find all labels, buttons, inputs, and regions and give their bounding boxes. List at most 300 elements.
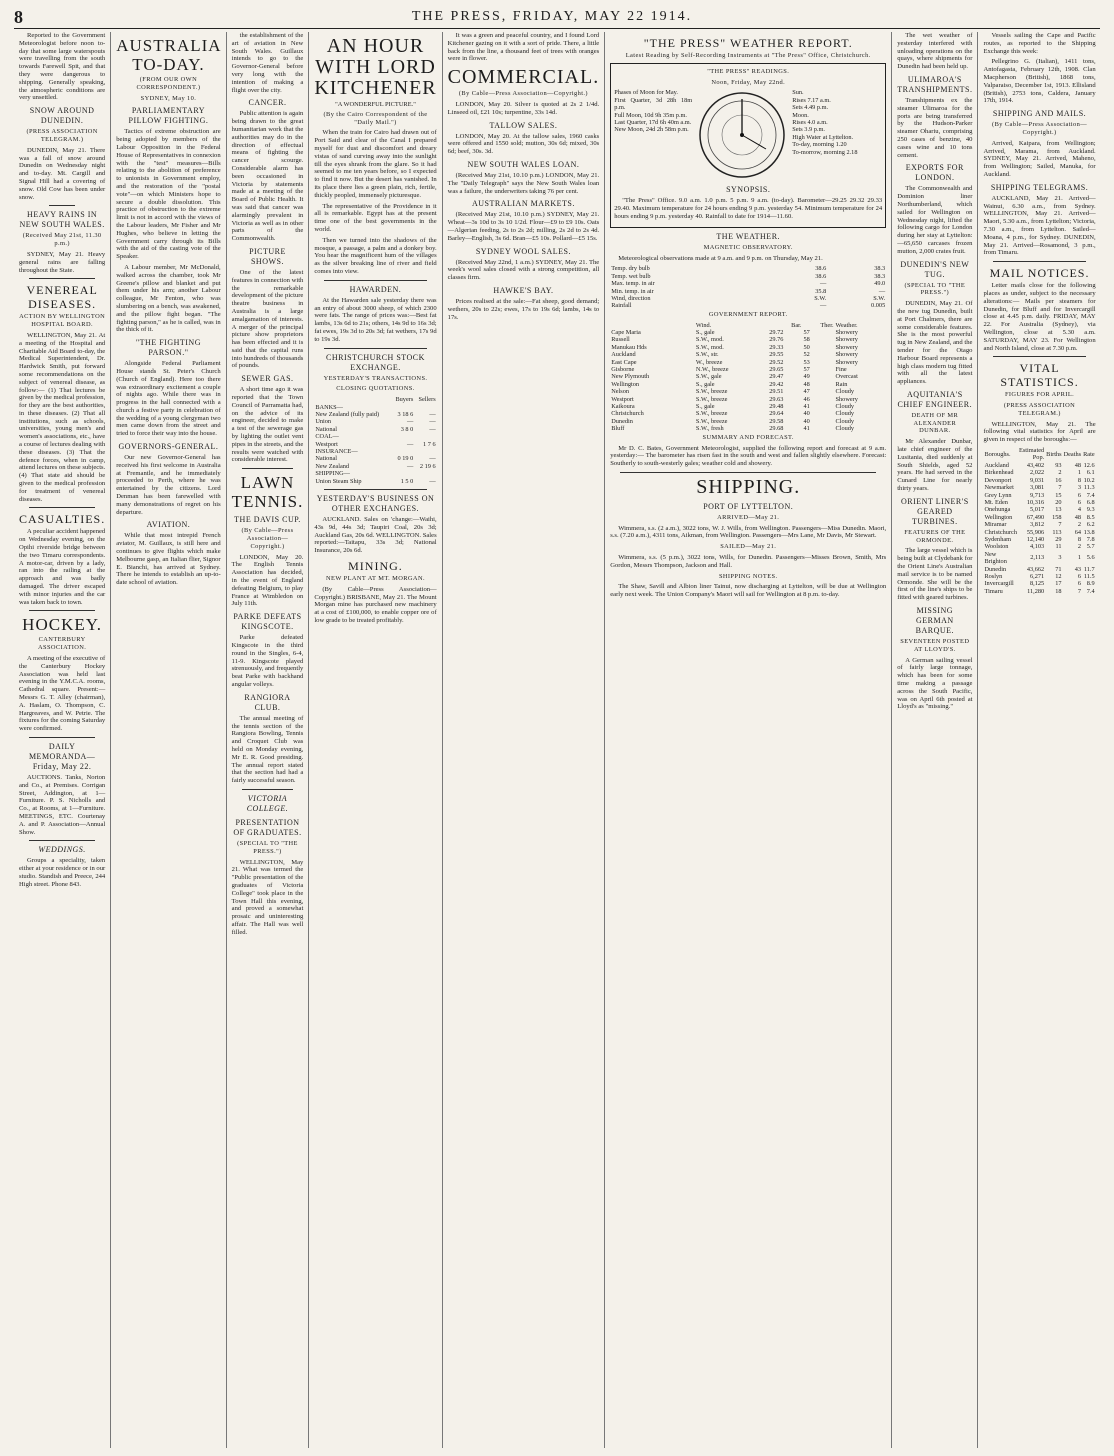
table-cell: — [407,440,414,448]
table-cell: 6 [1077,491,1082,499]
table-cell: 40 [803,417,810,425]
table-cell: COAL— [315,433,339,441]
table-cell: 3 [1058,554,1062,562]
table-cell: — [429,410,436,418]
article-text: Pellegrino G. (Italian), 1411 tons, Antofagasta, February 12th, 1908. Clan Macpherson (British), 1868 tons, Valparaiso, December 1st, 1913. Ellisland (British), 2753 tons, Caldera, January 17th, 1914. [983,58,1096,105]
table-cell: Wellington [984,513,1013,521]
table-cell: 48 [803,380,810,388]
table-row [610,351,886,358]
headline-commercial: COMMERCIAL. [447,66,600,89]
source-line: (By the Cairo Correspondent of the "Daily Mail.") [323,110,428,126]
table-row [610,273,886,280]
table-cell: 38.6 [815,265,827,273]
observatory-table [610,265,886,309]
divider [242,468,294,469]
box-title: "THE PRESS" READINGS. [707,67,790,75]
table-cell: National [315,425,338,433]
article-text: Vessels sailing the Cape and Pacific routes, as reported to the Shipping Exchange this week: [983,32,1096,55]
table-cell: 6.8 [1086,498,1095,506]
table-cell: S.W., breeze [695,417,728,425]
table-cell: 12 [1055,572,1062,580]
table-cell: 1 7 6 [423,440,436,448]
article-text: Mr D. C. Bates, Government Meteorologist, supplied the following report and forecast at 9 a.m. yesterday:— The barometer has risen fast in the south and west and fallen slightly elsewhere. Forecast: Southerly to south-westerly gales; weather cold and showery. [610,444,887,468]
table-cell: 29.68 [769,425,784,433]
article-text: Alongside Federal Parliament House stands St. Peter's Church (Church of England). Here too there was extraordinary excitement a couple of nights ago. While there was in progress in the hall connected with a church a festive party in celebration of the wedding of a young clergyman two men came down from the street and tried to force their way into the house. [116,360,221,438]
table-cell: Cloudy [835,388,855,396]
headline-graduates: PRESENTATION OF GRADUATES. [233,817,302,837]
table-cell: Showery [835,395,858,403]
dateline: SYDNEY, May 10. [140,94,197,102]
article-text: AUCKLAND. Sales on 'change:—Waihi, 43s 9d, 44s 3d; Taupiri Coal, 20s 3d; Auckland Gas, 20s 6d. WELLINGTON. Sales reported:—Taitapu, 33s 3d; National Insurance, 20s 6d. [314,515,437,555]
article-text: Transhipments ex the steamer Ulimaroa for the ports are being transferred by the Hudson-Parker steamer Ohariu, comprising 250 cases of benzine, 40 cases wine and 10 tons cement. [897,96,973,159]
article-text: At the Hawarden sale yesterday there was an entry of about 3000 sheep, of which 2300 were fats. The range of prices was:—Best fat lambs, 13s 6d to 21s; others, 14s 9d to 16s 3d; fat ewes, 19s 3d to 20s 3d; fat wethers, 17s 9d to 19s 3d. [314,296,437,343]
table-cell: 29.64 [769,410,784,418]
article-text: A short time ago it was reported that the Town Council of Parramatta had, on the advice of its engineer, decided to make a test of the sewerage gas by lighting the outlet vent pipes in the streets, and the results were watched with considerable interest. [231,386,304,464]
table-row [983,492,1095,499]
table-cell: 29.47 [769,373,784,381]
table-cell: 0 19 0 [397,455,414,463]
weather-subtitle: Latest Reading by Self-Recording Instruments at "The Press" Office, Christchurch. [625,52,871,59]
article-text: A Labour member, Mr McDonald, walked across the chamber, took Mr Greene's pillow and blanket and put them under his arm; another Labour colleague, Mr Fenton, who was slumbering on a bench, was awakened, and the pillow fight began. "The fighting parson," as he is called, was in the thick of it. [116,263,221,334]
table-cell: S., gale [695,403,715,411]
headline-the-weather: THE WEATHER. [716,231,781,241]
column-3 [227,32,310,1448]
headline-mining: MINING. [348,558,403,573]
table-cell: Cloudy [835,403,855,411]
table-row [610,366,886,373]
table-cell: 93 [1055,461,1062,469]
headline-pictures: PICTURE SHOWS. [249,246,286,266]
headline-port: PORT OF LYTTELTON. [703,501,794,511]
table-row [314,463,436,470]
table-cell: Kaikoura [611,403,635,411]
table-cell: BANKS— [315,403,343,411]
received-line: (Received May 21st, 11.30 p.m.) [22,232,102,248]
headline-vital-statistics: VITAL STATISTICS. [1000,361,1079,390]
headline-shipping-telegrams: SHIPPING TELEGRAMS. [990,182,1089,192]
article-text: the establishment of the art of aviation in New South Wales. Guillaux intends to go to the Governor-General before very long with the intention of making a flight over the city. [231,32,304,94]
table-row [610,288,886,295]
table-cell: 11 [1055,543,1062,551]
article-text: Wimmera, s.s. (5 p.m.), 3022 tons, Wills, for Dunedin. Passengers—Misses Brown, Smith, Mrs Gordon, Messrs Thompson, Jackson and Hall. [610,554,887,569]
table-cell: 29 [1055,535,1062,543]
headline-kitchener: AN HOUR WITH LORD KITCHENER [314,35,437,99]
table-row [314,418,436,425]
table-cell: New Zealand (fully paid) [315,410,380,418]
column-header: Bar. [791,321,802,329]
table-cell: Union Steam Ship [315,477,362,485]
table-row [983,469,1095,476]
table-cell: Timaru [984,587,1003,595]
table-cell: 7.8 [1086,535,1095,543]
table-cell: 7 [1077,587,1082,595]
barometer-icon [696,89,788,181]
table-cell: 6 [1077,498,1082,506]
table-cell: New Brighton [984,550,1007,566]
article-text: AUCTIONS. Tanks, Norton and Co., at Premises. Corrigan Street, Addington, at 1—Furniture. P. S. Nicholls and Co., at Rooms, at 1—Furniture. MEETINGS, ETC. Courtenay A. and P. Association—Annual Show. [19,773,106,836]
table-cell: Wellington [611,380,640,388]
article-text: Prices realised at the sale:—Fat sheep, good demand; wethers, 20s to 22s; ewes, 17s to 19s 6d; lambs, 14s to 17s. [447,297,600,321]
table-cell: 29.76 [769,336,784,344]
subheadline: YESTERDAY'S TRANSACTIONS. [323,374,428,382]
column-header: Boroughs. [984,450,1011,458]
divider [29,840,95,841]
article-text: While that most intrepid French aviator, M. Guillaux, is still here and continues to give flights which make Melbourne gasp, an Italian flier, Signor E. Bianchi, has arrived at Sydney. There he intends to establish an up-to-date school of aviation. [116,532,221,587]
table-cell: 29.72 [769,329,784,337]
table-cell: 2 [1058,469,1062,477]
table-row [983,499,1095,506]
headline-rangiora: RANGIORA CLUB. [244,692,291,712]
table-row [314,455,436,462]
table-cell: Dunedin [611,417,633,425]
column-header: Rate [1083,450,1095,458]
divider [324,489,426,490]
article-text: The wet weather of yesterday interfered with unloading operations on the quays, where shipments for Dunedin had been held up. [897,32,973,71]
headline-parke: PARKE DEFEATS KINGSCOTE. [233,612,302,632]
table-cell: 64 [1074,528,1082,536]
table-row [983,588,1095,595]
headline-governors: GOVERNORS-GENERAL. [118,442,219,452]
column-8 [978,32,1100,1448]
article-text: SYDNEY, May 21. Heavy general rains are falling throughout the State. [19,250,106,274]
divider [29,278,95,279]
headline-lawn-tennis: LAWN TENNIS. [231,473,304,512]
table-cell: — [819,280,827,288]
table-cell: 8 [1077,476,1082,484]
table-cell: 71 [1055,565,1062,573]
divider [324,348,426,349]
subheadline: CLOSING QUOTATIONS. [336,385,415,393]
divider [993,261,1085,262]
headline-hockey: HOCKEY. [22,615,103,635]
table-cell: 1 [1077,469,1082,477]
table-cell: S.W., mod. [695,343,724,351]
article-text: The Commonwealth and Dominion liner Northumberland, which sailed for Wellington on Wednesday night, lifted the following cargo for London during her stay at Lyttelton:—65,650 carcases frozen mutton, 2,000 crates fruit. [897,185,973,255]
divider [324,280,426,281]
table-cell: Cloudy [835,410,855,418]
table-cell: — [878,287,886,295]
table-row [314,478,436,485]
table-cell: Mt. Eden [984,498,1008,506]
column-header: Wind. [695,321,712,329]
headline-australia: AUSTRALIA TO-DAY. [116,36,222,74]
headline-missing-barque: MISSING GERMAN BARQUE. [915,606,955,636]
subheadline: NEW PLANT AT MT. MORGAN. [326,574,425,582]
table-cell: 43,662 [1026,565,1045,573]
table-cell: 48 [1074,513,1082,521]
table-cell: Showery [835,329,858,337]
article-text: One of the latest features in connection with the remarkable development of the picture theatre business in Australia is a large amalgamation of interests. A merger of the principal picture show proprietors has been effected and it is said that the capital runs into hundreds of thousands of pounds. [231,268,304,370]
table-cell: Onehunga [984,506,1011,514]
table-cell: 6 [1077,572,1082,580]
headline-cancer: CANCER. [248,98,287,108]
table-cell: 49.0 [874,280,886,288]
table-cell: Westport [315,440,338,448]
table-cell: 113 [1052,528,1062,536]
table-cell: Miramar [984,521,1007,529]
table-cell [414,404,436,411]
table-row [314,448,436,455]
table-cell: 29.51 [769,388,784,396]
table-cell: 49 [803,373,810,381]
table-cell: Newmarket [984,484,1014,492]
headline-mail-notices: MAIL NOTICES. [989,266,1090,281]
table-cell: Rainfall [611,302,632,310]
table-row [610,403,886,410]
weather-report-box [610,63,886,228]
table-cell: 11,280 [1027,587,1045,595]
table-cell: Fine [835,366,847,374]
article-text: Letter mails close for the following places as under, subject to the necessary alterations:— Mails per steamers for Dunedin, for Bluff and for Invercargill close at 4.45 p.m. daily. FRIDAY, MAY 22. For Australia (Sydney), via Wellington, close at 5.30 a.m. SATURDAY, MAY 23. For Wellington and North Island, close at 7.30 p.m. [983,282,1096,352]
table-cell: National [315,455,338,463]
table-cell: S.W., str. [695,351,719,359]
table-cell: 18 [1055,587,1062,595]
table-cell: 40 [803,410,810,418]
table-cell: Grey Lynn [984,491,1012,499]
table-row [983,514,1095,521]
table-row [610,425,886,432]
table-cell: 4,103 [1030,543,1045,551]
table-cell: 10,316 [1026,498,1045,506]
table-cell: New Zealand [315,462,350,470]
table-cell: 2,022 [1030,469,1045,477]
table-cell: Auckland [984,461,1009,469]
table-cell: 1 [1077,554,1082,562]
table-cell: — [429,425,436,433]
table-cell: S.W. [873,295,886,302]
article-text: A German sailing vessel of fairly large tonnage, which has been for some time making a passage across the South Pacific, was on April 6th posted at Lloyd's as "missing." [897,656,973,711]
table-cell [391,433,414,440]
table-cell: 29.42 [769,380,784,388]
table-cell: 50 [803,343,810,351]
table-cell: 15 [1055,491,1062,499]
table-cell: 29.55 [769,351,784,359]
article-text: Arrived, Kaipara, from Wellington; Arrived, Marama, from Auckland. SYDNEY, May 21. Arrived, Maheno, from Wellington; Sailed, Manuka, for Auckland. [983,139,1096,178]
article-text: The Shaw, Savill and Albion liner Tainui, now discharging at Lyttelton, will be due at Wellington early next week. The Union Company's Maori will sail for Wellington at 8 p.m. to-day. [610,583,887,599]
table-cell: 3 18 6 [397,410,414,418]
table-cell: 12,140 [1026,535,1045,543]
table-cell: 29.33 [769,343,784,351]
table-cell: 5,017 [1030,506,1045,514]
table-cell: 6.1 [1086,469,1095,477]
table-cell: S., gale [695,329,715,337]
table-cell: 29.52 [769,358,784,366]
article-text: Tactics of extreme obstruction are being adopted by members of the Labour Opposition in the Federal House of Representatives in connexion with the "test" measures—Bills relating to the abolition of preference to unionists in Government employ, and the restoration of the "postal vote"—on which Ministers hope to secure a double dissolution. This practice of obstruction to the extreme limit is not in accord with the views of the Labour leaders, Mr Fisher and Mr Hughes, who believe in letting the Government carry through its Bills with the aid of the casting vote of the Speaker. [116,128,221,261]
table-cell: — [407,418,414,426]
source-line: (PRESS ASSOCIATION TELEGRAM.) [1003,402,1076,417]
table-row [314,470,436,477]
table-cell: 8,125 [1030,580,1045,588]
subheadline: GOVERNMENT REPORT. [708,310,788,318]
synopsis-text: "The Press" Office. 9.0 a.m. 1.0 p.m. 5 p.m. 9 a.m. (to-day). Barometer—29.25 29.32 29.33 29.40. Maximum temperature for 24 hours ending 9 p.m. yesterday 54. Minimum temperature for 24 hours ending 9 p.m. yesterday 40. Rainfall to date for 1914—11.60. [614,197,883,220]
table-cell: 2 [1077,543,1082,551]
table-row [983,580,1095,587]
table-cell: 57 [803,366,810,374]
table-cell [391,404,414,411]
table-cell: Auckland [611,351,636,359]
advertisement-text: Groups a speciality, taken either at your residence or in our studio. Standish and Preece, 244 High street. Phone 843. [19,857,106,888]
table-cell: Invercargill [984,580,1014,588]
headline-tallow: TALLOW SALES. [489,120,558,130]
table-cell: SHIPPING— [315,470,350,478]
table-cell: Min. temp. in air [611,287,654,295]
vital-statistics-table [983,447,1095,595]
divider [49,205,75,206]
article-text: LONDON, May 20. The English Tennis Association has decided, in the event of England defeating Belgium, to play France at Wimbledon on July 11th. [231,553,304,608]
table-cell: 3 8 0 [400,425,414,433]
article-text: It was a green and peaceful country, and I found Lord Kitchener gazing on it with a sort of pride. There, a little back from the line, a thousand feet of trees with oranges were in flower. [447,32,600,63]
column-7 [892,32,978,1448]
source-line: (SPECIAL TO "THE PRESS.") [904,281,966,297]
column-header: Weather. [835,321,858,329]
column-4 [309,32,442,1448]
page-number: 8 [14,6,24,27]
table-cell: 9.3 [1086,506,1095,514]
table-cell: Temp. wet bulb [611,272,651,280]
table-cell: Christchurch [984,528,1017,536]
article-text: A meeting of the executive of the Canterbury Hockey Association was held last evening in the Y.M.C.A. rooms, Cathedral square. Present:— Messrs G. T. Alley (chairman), A. Haslam, O. Thompson, C. Hargreaves, and W. Petrie. The fixtures for the coming Saturday were confirmed. [19,655,106,733]
table-cell: S.W., breeze [695,410,728,418]
article-text: Mr Alexander Dunbar, late chief engineer of the Lusitania, died suddenly at South Shields, aged 52 years. He had served in the Cunard Line for nearly thirty years. [897,438,973,493]
table-cell: 3 [1077,484,1082,492]
headline-snow: SNOW AROUND DUNEDIN. [29,106,95,126]
subheadline: CANTERBURY ASSOCIATION. [37,636,87,652]
table-row [610,329,886,336]
table-cell: 7.4 [1086,491,1095,499]
source-line: (By Cable—Press Association—Copyright.) [992,121,1088,136]
table-cell: Cloudy [835,425,855,433]
table-cell: 47 [803,388,810,396]
table-cell [414,470,436,477]
table-row [610,418,886,425]
article-text: Then we turned into the shadows of the mosque, a passage, a palm and a donkey boy. You hear the magnificent hum of the villages as the silver breaking line of river and field comes into view. [314,236,437,275]
table-cell: Cape Maria [611,329,641,337]
masthead-title: THE PRESS, FRIDAY, MAY 22 1914. [411,9,693,24]
table-row [610,373,886,380]
table-cell: 29.48 [769,403,784,411]
table-cell: 29.58 [769,417,784,425]
headline-sewer: SEWER GAS. [241,374,294,384]
table-cell: 53 [803,358,810,366]
column-header: Deaths [1063,450,1082,458]
table-cell: East Cape [611,358,637,366]
headline-venereal: VENEREAL DISEASES. [26,283,98,312]
column-header: Ther. [820,321,834,329]
table-cell: — [429,477,436,485]
table-cell: Devonport [984,476,1012,484]
table-cell: 0.005 [871,302,886,310]
table-cell: 43 [1074,565,1082,573]
source-line: (By Cable—Press Association—Copyright.) [241,527,294,550]
table-cell: Temp. dry bulb [611,265,650,273]
article-text: Parke defeated Kingscote in the third round in the Singles, 6-4, 11-9. Kingscote played strenuously, and frequently beat Parke with backhand angular volleys. [231,634,304,688]
headline-new-tug: DUNEDIN'S NEW TUG. [900,259,970,279]
table-cell: INSURANCE— [315,447,358,455]
table-cell: S., gale [695,380,715,388]
table-cell: 7 [1058,521,1062,529]
table-cell: Rain [835,380,848,388]
article-text: (Received May 21st, 10.10 p.m.) SYDNEY, May 21. Wheat—3s 10d to 3s 10 1/2d. Flour—£9 to £9 10s. Oats—Algerian feeding, 2s to 2s 2d; milling, 2s 2d to 2s 4d. Barley—English, 3s 6d. Bran—£5 10s. Pollard—£5 15s. [447,211,600,242]
moon-phases: Phases of Moon for May. First Quarter, 3d 28h 18m p.m. Full Moon, 10d 9h 35m p.m. Last Quarter, 17d 6h 40m a.m. New Moon, 24d 2h 58m p.m. [614,89,693,134]
subheadline: MAGNETIC OBSERVATORY. [703,243,793,251]
article-text: Public attention is again being drawn to the great humanitarian work that the authorities may do in the direction of effectual means of fighting the cancer scourge. Considerable alarm has been occasioned in Victoria by statements made at a meeting of the Board of Public Health. It was said that cancer was alarmingly prevalent in Victoria as well as in other parts of the Commonwealth. [231,110,304,243]
headline-memoranda: DAILY MEMORANDA—Friday, May 22. [28,741,96,771]
article-text: WELLINGTON, May 21. What was termed the "Public presentation of the graduates of Victoria College" took place in the Town Hall this evening, and proved a somewhat prosaic and uninteresting affair. The Hall was well filled. [231,858,304,936]
table-cell: 38.6 [815,272,827,280]
table-cell: — [429,455,436,463]
table-cell: Showery [835,336,858,344]
table-row [314,441,436,448]
table-cell: 35.8 [815,287,827,295]
table-cell: 29.63 [769,395,784,403]
table-row [314,426,436,433]
table-cell: 7.4 [1086,587,1095,595]
subheadline: SHIPPING NOTES. [718,572,778,580]
table-row [610,302,886,309]
table-cell [391,448,414,455]
headline-stock-exchange: CHRISTCHURCH STOCK EXCHANGE. [326,352,425,372]
table-cell: Showery [835,343,858,351]
table-row [610,410,886,417]
table-row [610,396,886,403]
table-row [314,411,436,418]
headline-wool-sales: SYDNEY WOOL SALES. [475,246,571,256]
divider [29,507,95,508]
table-row [610,265,886,272]
table-cell: S.W., mod. [695,336,724,344]
article-text: When the train for Cairo had drawn out of Port Said and clear of the Canal I prepared myself for dust and discomfort and dreary vistas of sand curving away into the sunlight till the eyes shrank from the glare. So it had seemed to me ten years before, so I expected to find it now. But the desert has vanished. In its place there lies a green plain, rich, fertile, thickly peopled, immensely picturesque. [314,129,437,199]
article-text: Wimmera, s.s. (2 a.m.), 3022 tons, W. J. Wills, from Wellington. Passengers—Miss Dunedin. Maori, s.s. (7.20 a.m.), 4311 tons, Aikman, from Wellington. Passengers—Mrs Lane, Mr Davis, Mr Stewart. [610,524,887,540]
table-row [983,506,1095,513]
table-cell: 17 [1055,580,1062,588]
table-cell: 12.6 [1083,461,1095,469]
table-cell [414,433,436,440]
article-text: LONDON, May 20. Silver is quoted at 2s 2 1/4d. Linseed oil, £21 10s; turpentine, 33s 14d. [447,100,600,116]
table-row [983,529,1095,536]
table-cell: Wind, direction [611,295,651,302]
table-cell [391,470,414,477]
stock-exchange-table [314,396,436,485]
headline-nsw-loan: NEW SOUTH WALES LOAN. [467,159,580,169]
table-cell: Manukau Hds [611,343,647,351]
table-cell: Birkenhead [984,469,1014,477]
table-cell: S.W. [814,295,827,302]
table-cell: 13 [1055,506,1062,514]
subheadline: SAILED—May 21. [720,543,777,551]
article-text: Meteorological observations made at 9 a.m. and 9 p.m. on Thursday, May 21. [618,254,823,262]
source-line: (By Cable—Press Association—Copyright.) [458,90,588,98]
table-cell: 57 [803,329,810,337]
table-cell: W., breeze [695,358,723,366]
table-cell: 5.7 [1086,543,1095,551]
column-2 [111,32,226,1448]
table-cell: 3,081 [1030,484,1045,492]
table-cell: 43,402 [1026,461,1045,469]
subheadline: ARRIVED—May 21. [717,513,780,521]
headline-orient: ORIENT LINER'S GEARED TURBINES. [901,496,969,526]
headline-exports: EXPORTS FOR LONDON. [905,163,964,183]
column-5 [443,32,606,1448]
table-cell: New Plymouth [611,373,650,381]
table-cell: 8.9 [1086,580,1095,588]
table-cell: 10.2 [1083,476,1095,484]
article-text: A peculiar accident happened on Wednesday evening, on the Opihi riverside bridge between the two Timaru correspondents. A motor-car, driven by a lady, ran into the railing at the approach and was badly damaged. The driver escaped with minor injuries and the car was taken back to town. [19,528,106,606]
headline-pillow: PARLIAMENTARY PILLOW FIGHTING. [128,106,209,126]
table-row [983,543,1095,550]
column-header: Estimated Pop. [1018,447,1045,462]
table-row [610,295,886,302]
table-cell: 9,031 [1030,476,1045,484]
